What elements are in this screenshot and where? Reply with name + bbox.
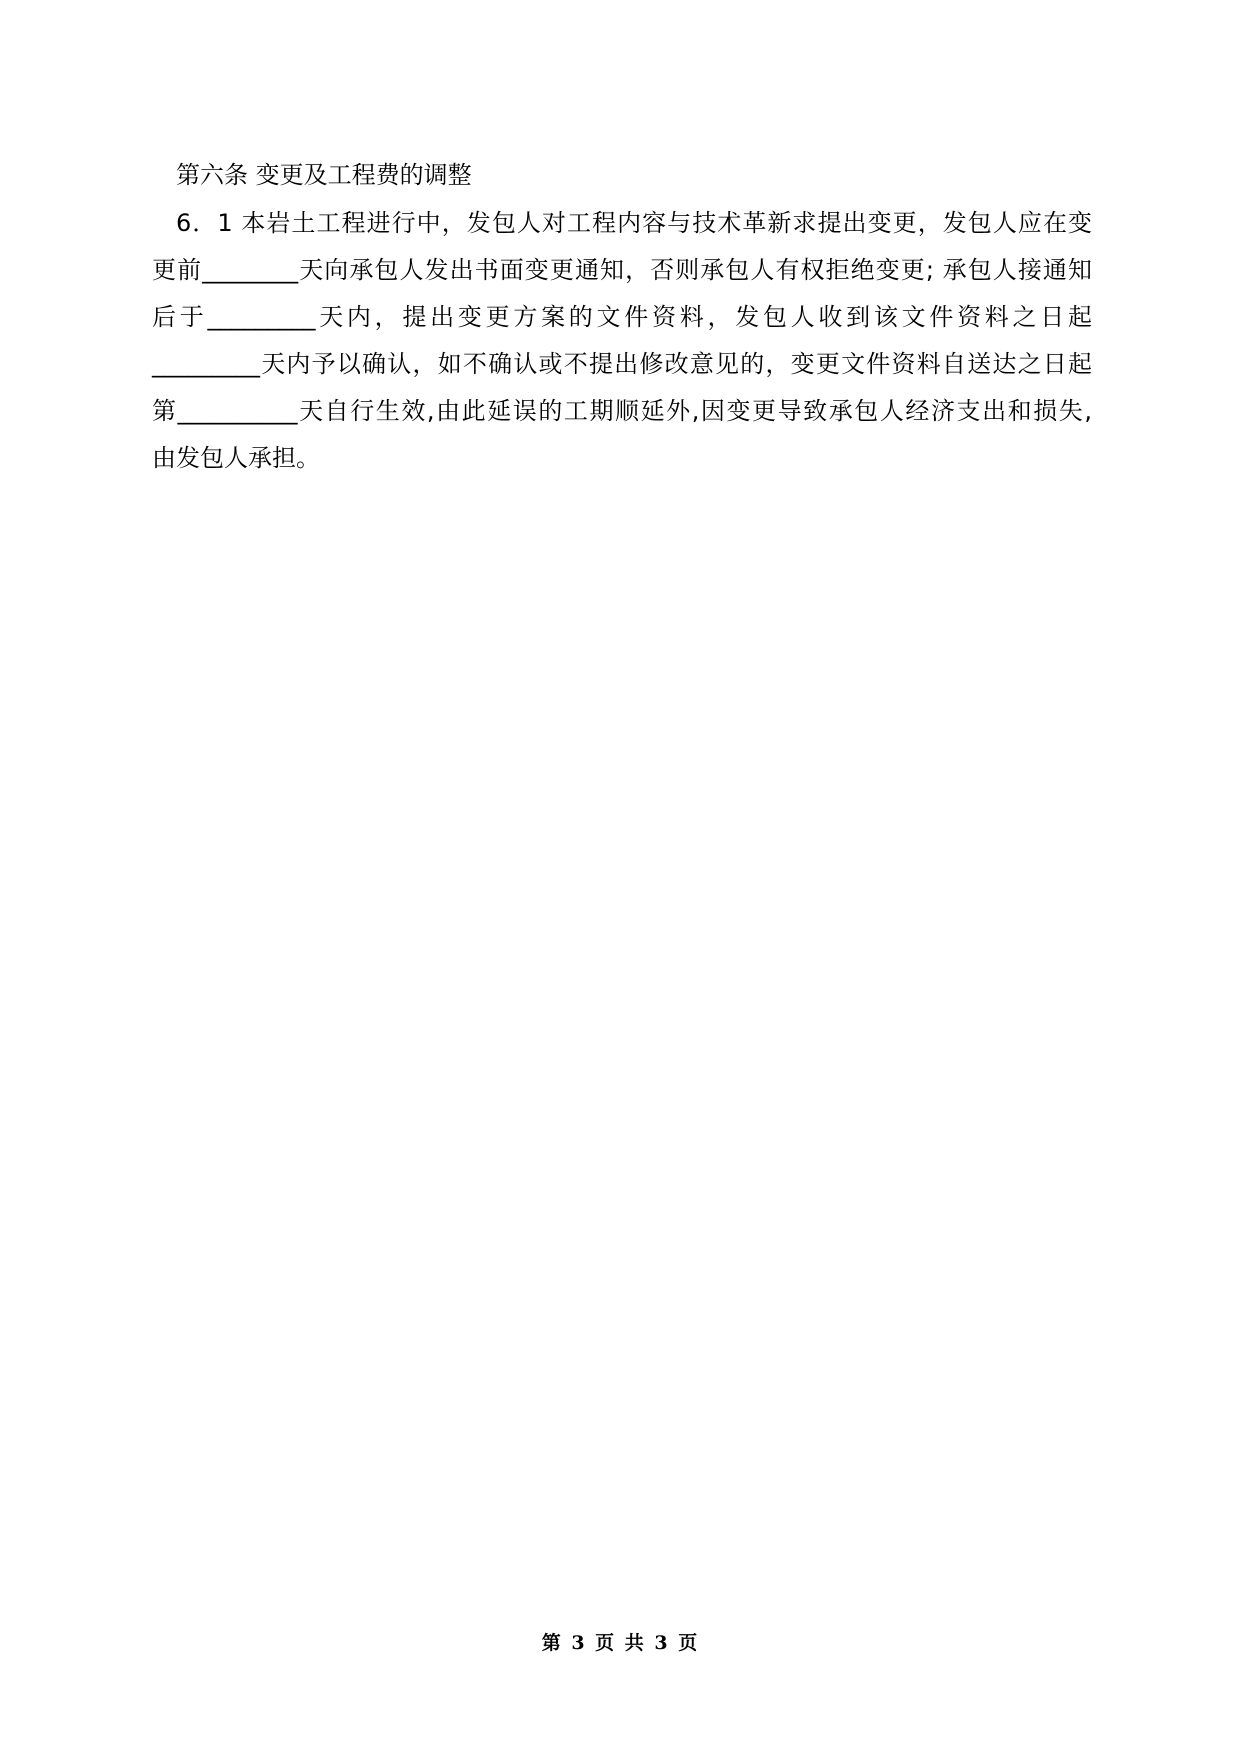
paragraph-line: 后于_________天内，提出变更方案的文件资料，发包人收到该文件资料之日起: [152, 303, 1092, 331]
paragraph-line: 更前________天向承包人发出书面变更通知，否则承包人有权拒绝变更; 承包人接通知: [152, 256, 1092, 284]
paragraph-line: _________天内予以确认，如不确认或不提出修改意见的，变更文件资料自送达之日起: [152, 350, 1092, 378]
paragraph-line: 由发包人承担。: [152, 444, 320, 472]
paragraph-line: 第__________天自行生效,由此延误的工期顺延外,因变更导致承包人经济支出和损失,: [152, 397, 1092, 425]
section-heading: 第六条 变更及工程费的调整: [176, 161, 472, 189]
page-number-footer: 第 3 页 共 3 页: [541, 1632, 700, 1654]
paragraph-line: 6．1 本岩土工程进行中，发包人对工程内容与技术革新求提出变更，发包人应在变: [176, 209, 1092, 237]
